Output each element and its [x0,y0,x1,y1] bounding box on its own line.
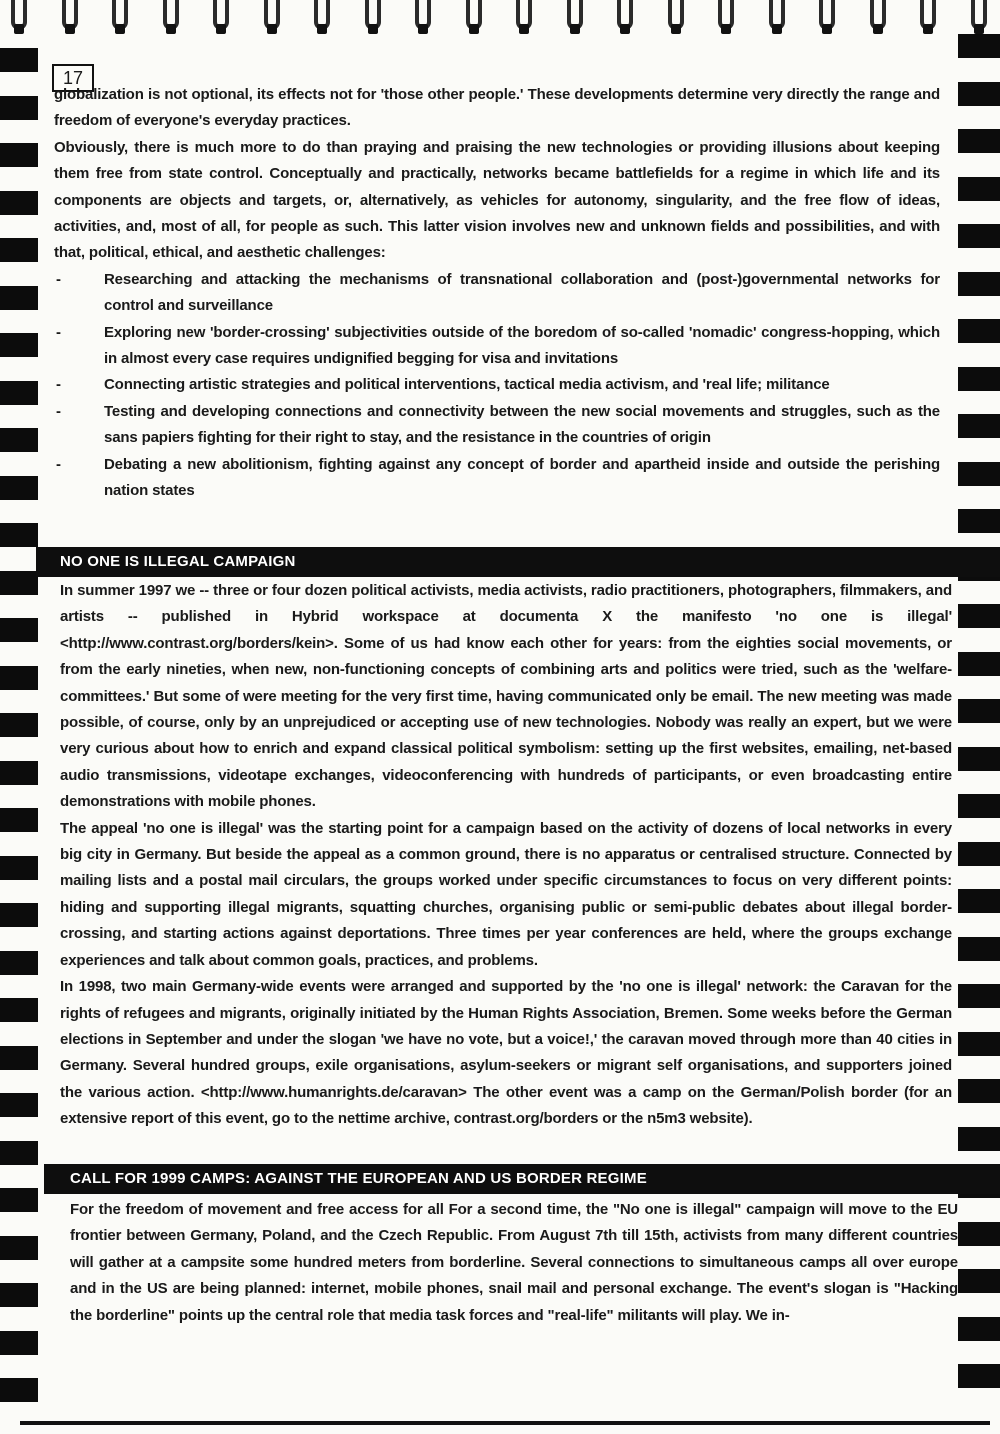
spiral-coil [210,0,232,34]
edge-tab [0,571,38,595]
challenges-list [54,267,940,505]
edge-tab [0,143,38,167]
spiral-coil [109,0,131,34]
spiral-coil [463,0,485,34]
edge-tab [0,523,38,547]
page-number: 17 [52,64,94,92]
edge-tab [958,1222,1000,1246]
spiral-coil [665,0,687,34]
edge-tab [958,1032,1000,1056]
edge-tab [0,96,38,120]
edge-tab [958,319,1000,343]
edge-tab [958,1364,1000,1388]
edge-tab [0,1141,38,1165]
edge-tab [0,238,38,262]
section-heading: CALL FOR 1999 CAMPS: AGAINST THE EUROPEAN AND US BORDER REGIME [44,1164,1000,1194]
right-edge-tabs [960,0,1000,1434]
edge-tab [958,1269,1000,1293]
edge-tab [0,808,38,832]
edge-tab [958,1127,1000,1151]
list-item-text: Exploring new 'border-crossing' subjectivities outside of the boredom of so-called 'nomadic' congress-hopping, which in almost every case requires undignified begging for visa and invitations [104,323,940,368]
edge-tab [0,191,38,215]
intro-paragraph: Obviously, there is much more to do than praying and praising the new technologies or providing illusions about keeping them free from state control. Conceptually and practically, networks became battlefields for a regime in which life and its components are objects and targets, or, alternatively, as vehicles for autonomy, singularity, and the free flow of ideas, activities, and, most of all, for people as such. This latter vision involves new and unknown fields and possibilities, and with that, political, ethical, and aesthetic challenges: [54,138,940,262]
list-item-text: Debating a new abolitionism, fighting against any concept of border and apartheid inside and outside the perishing nation states [104,455,940,500]
edge-tab [0,1236,38,1260]
list-item-text: Researching and attacking the mechanisms of transnational collaboration and (post-)governmental networks for control and surveillance [104,270,940,315]
edge-tab [0,48,38,72]
edge-tab [0,666,38,690]
list-item: - Testing and developing connections and connectivity between the new social movements and struggles, such as the sans papiers fighting for their right to stay, and the resistance in the countries of origin [56,402,940,447]
intro-paragraph: globalization is not optional, its effects not for 'those other people.' These developments determine very directly the range and freedom of everyone's everyday practices. [54,86,940,130]
body-paragraph: In 1998, two main Germany-wide events were arranged and supported by the 'no one is illegal' network: the Caravan for the rights of refugees and migrants, originally initiated by the Human Rights Association, Bremen. Some weeks before the German elections in September and under the slogan 'we have no vote, but a voice!,' the caravan moved through more than 40 cities in Germany. Several hundred groups, exile organisations, asylum-seekers or migrant self organisations, and supporters joined the various action. <http://www.humanrights.de/caravan> The other event was a camp on the German/Polish border (for an extensive report of this event, go to the nettime archive, contrast.org/borders or the n5m3 website). [60,978,952,1128]
spiral-coil [412,0,434,34]
edge-tab [0,286,38,310]
edge-tab [0,428,38,452]
section-body [60,578,952,1133]
edge-tab [0,1046,38,1070]
edge-tab [0,761,38,785]
edge-tab [958,984,1000,1008]
spiral-coil [59,0,81,34]
spiral-coil [867,0,889,34]
spiral-binding [0,0,1000,40]
edge-tab [958,1079,1000,1103]
edge-tab [0,856,38,880]
edge-tab [958,842,1000,866]
spiral-coil [564,0,586,34]
bottom-edge-rule [20,1421,990,1425]
spiral-coil [513,0,535,34]
edge-tab [958,34,1000,58]
spiral-coil [816,0,838,34]
list-item-text: Connecting artistic strategies and political interventions, tactical media activism, and 'real life; militance [104,376,830,394]
list-item-text: Testing and developing connections and connectivity between the new social movements and struggles, such as the sans papiers fighting for their right to stay, and the resistance in the countries of origin [104,402,940,447]
edge-tab [958,937,1000,961]
edge-tab [958,82,1000,106]
edge-tab [958,604,1000,628]
edge-tab [0,1093,38,1117]
edge-tab [958,177,1000,201]
edge-tab [0,713,38,737]
body-paragraph: The appeal 'no one is illegal' was the starting point for a campaign based on the activity of dozens of local networks in every big city in Germany. But beside the appeal as a common ground, there is no apparatus or centralised structure. Connected by mailing lists and a postal mail circulars, the groups worked under specific circumstances to focus on very different points: hiding and supporting illegal migrants, squatting churches, organising public or semi-public debates about illegal border-crossing, and starting actions against deportations. Three times per year conferences are held, where the groups exchange experiences and talk about common goals, practices, and problems. [60,819,952,969]
edge-tab [0,618,38,642]
edge-tab [0,1188,38,1212]
edge-tab [958,367,1000,391]
section-body [70,1197,958,1329]
body-paragraph: In summer 1997 we -- three or four dozen political activists, media activists, radio practitioners, photographers, filmmakers, and artists -- published in Hybrid workspace at documenta X the manifesto 'no one is illegal' <http://www.contrast.org/borders/kein>. Some of us had know each other for years: from the eighties social movements, or from the early nineties, when new, non-functioning concepts of combining arts and politics were tried, such as the 'welfare- committees.' But some of were meeting for the very first time, having communicated only be email. The new meeting was made possible, of course, only by an unprejudiced or accepting use of new technologies. Nobody was really an expert, but we were very curious about how to enrich and expand classical political symbolism: setting up the first websites, emailing, net-based audio transmissions, videotape exchanges, videoconferencing with hundreds of participants, or even broadcasting entire demonstrations with mobile phones. [60,582,952,811]
edge-tab [958,224,1000,248]
edge-tab [958,129,1000,153]
intro-text [54,82,940,505]
edge-tab [958,652,1000,676]
edge-tab [958,747,1000,771]
spiral-coil [614,0,636,34]
spiral-coil [362,0,384,34]
spiral-coil [311,0,333,34]
left-edge-tabs [0,0,40,1434]
spiral-coil [766,0,788,34]
edge-tab [0,381,38,405]
edge-tab [958,462,1000,486]
list-item: - Researching and attacking the mechanisms of transnational collaboration and (post-)governmental networks for control and surveillance [56,270,940,315]
spiral-coil [917,0,939,34]
spiral-coil [261,0,283,34]
edge-tab [0,998,38,1022]
edge-tab [0,1283,38,1307]
edge-tab [958,889,1000,913]
edge-tab [958,699,1000,723]
list-item: - Debating a new abolitionism, fighting against any concept of border and apartheid inside and outside the perishing nation states [56,455,940,500]
body-paragraph: For the freedom of movement and free access for all For a second time, the "No one is illegal" campaign will move to the EU frontier between Germany, Poland, and the Czech Republic. From August 7th till 15th, activists from many different countries will gather at a campsite some hundred meters from borderline. Several connections to simultaneous camps all over europe and in the US are being planned: internet, mobile phones, snail mail and personal exchange. The event's slogan is "Hacking the borderline" points up the central role that media task forces and "real-life" militants will play. We in- [70,1201,958,1324]
spiral-coil [160,0,182,34]
edge-tab [958,1317,1000,1341]
edge-tab [0,333,38,357]
edge-tab [958,272,1000,296]
edge-tab [0,1378,38,1402]
edge-tab [0,476,38,500]
section-heading: NO ONE IS ILLEGAL CAMPAIGN [36,547,1000,577]
spiral-coil [715,0,737,34]
edge-tab [0,951,38,975]
edge-tab [958,414,1000,438]
edge-tab [958,794,1000,818]
list-item: - Connecting artistic strategies and political interventions, tactical media activism, and 'real life; militance [56,376,830,394]
edge-tab [0,1331,38,1355]
edge-tab [0,903,38,927]
list-item: - Exploring new 'border-crossing' subjectivities outside of the boredom of so-called 'nomadic' congress-hopping, which in almost every case requires undignified begging for visa and invitations [56,323,940,368]
edge-tab [958,509,1000,533]
